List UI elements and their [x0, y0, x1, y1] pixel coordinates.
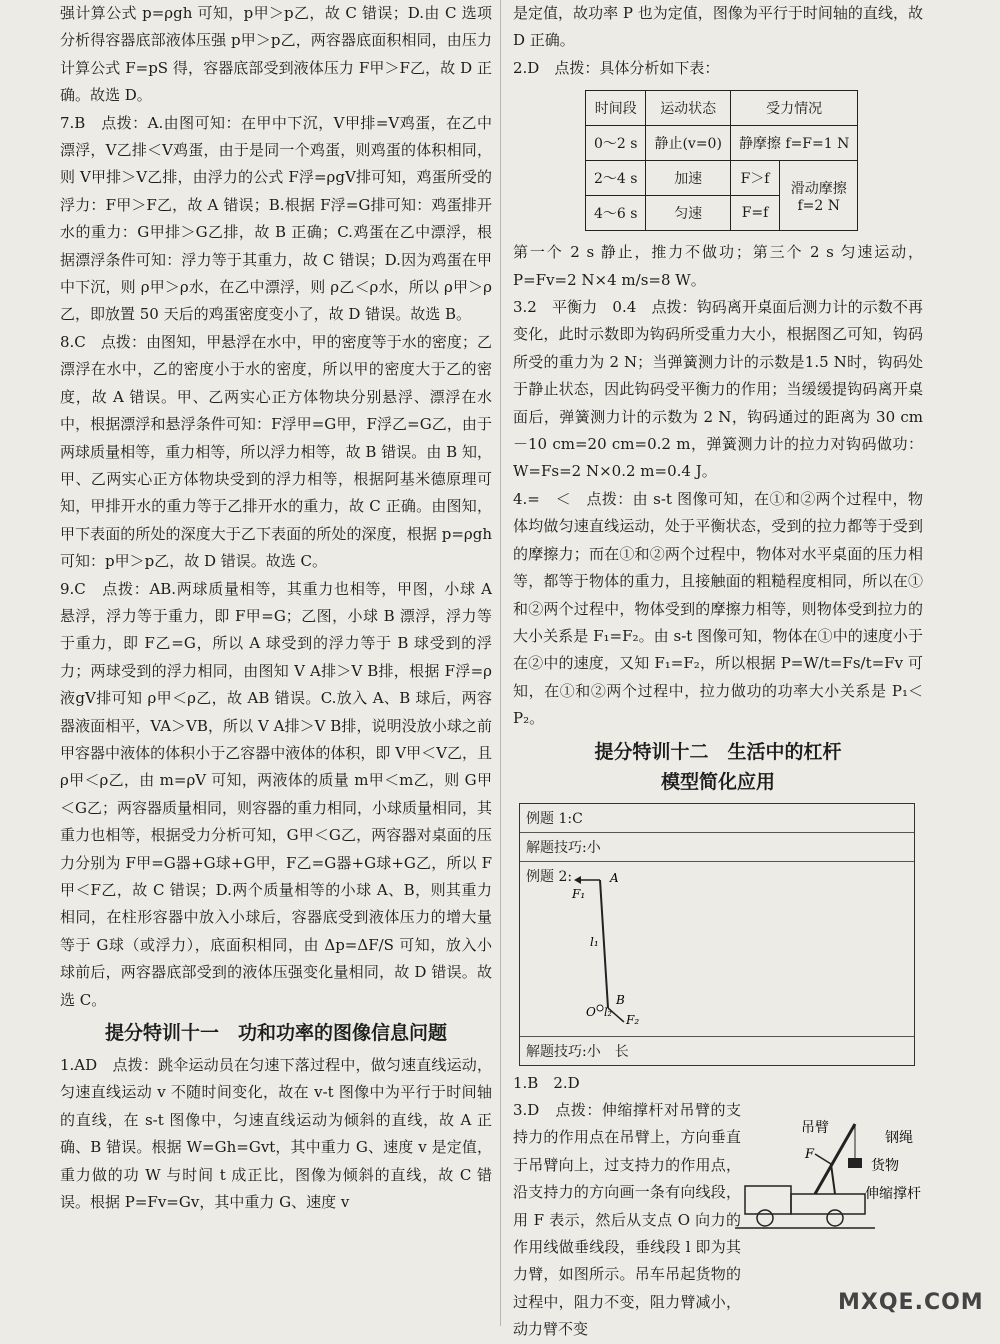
table-cell: 匀速: [646, 196, 730, 231]
label-f2: F₂: [626, 1012, 640, 1026]
lever-diagram: [570, 866, 690, 1026]
label-l1: l₁: [590, 934, 599, 949]
label-b: B: [616, 992, 625, 1007]
label-o: O: [586, 1004, 596, 1019]
crane-diagram: [735, 1118, 935, 1238]
example-1: 例题 1:C: [520, 804, 914, 833]
table-row: [586, 126, 858, 161]
force-analysis-table: [585, 90, 858, 231]
section-heading-12: 提分特训十二 生活中的杠杆: [594, 740, 842, 763]
table-header: 运动状态: [646, 91, 730, 126]
paragraph: 7.B 点拨：A.由图可知：在甲中下沉，V甲排=V鸡蛋，在乙中漂浮，V乙排＜V鸡蛋，由于是同一个鸡蛋，则鸡蛋的体积相同，则 V甲排＞V乙排，由浮力的公式 F浮=ρgV排可知，鸡蛋所受的浮力：F甲＞F乙，故 A 错误；B.根据 F浮=G排可知：鸡蛋排开水的重力：G甲排＞G乙排，故 B 正确；C.鸡蛋在乙中漂浮，根据漂浮条件可知：浮力等于其重力，故 C 错误；D.因为鸡蛋在甲中下沉，则 ρ甲＞ρ水，在乙中漂浮，则 ρ乙＜ρ水，所以 ρ甲＞ρ乙，即放置 50 天后的鸡蛋密度变小了，故 D 错误。故选 B。: [60, 113, 492, 324]
label-a: A: [610, 870, 619, 885]
paragraph: 4.= ＜ 点拨：由 s-t 图像可知，在①和②两个过程中，物体均做匀速直线运动，处于平衡状态，受到的拉力都等于受到的摩擦力；而在①和②两个过程中，物体对水平桌面的压力相等，都等于物体的重力，且接触面的粗糙程度相同，所以在①和②两个过程中，物体受到的摩擦力相等，则物体受到拉力的大小关系是 F₁=F₂。由 s-t 图像可知，物体在①中的速度小于在②中的速度，又知 F₁=F₂，所以根据 P=W/t=Fs/t=Fv 可知，在①和②两个过程中，拉力做功的功率大小关系是 P₁＜P₂。: [513, 489, 923, 728]
label-support: 伸缩撑杆: [865, 1186, 921, 1202]
label-f1: F₁: [572, 886, 586, 901]
label-l2: l₂: [604, 1005, 612, 1019]
paragraph: 强计算公式 p=ρgh 可知，p甲＞p乙，故 C 错误；D.由 C 选项分析得容器底部液体压强 p甲＞p乙，两容器底面积相同，由压力计算公式 F=pS 得，容器底部受到液体压力 F甲＞F乙，故 D 正确。故选 D。: [60, 4, 492, 105]
left-column: [60, 0, 492, 1216]
paragraph: 8.C 点拨：由图知，甲悬浮在水中，甲的密度等于水的密度；乙漂浮在水中，乙的密度小于水的密度，所以甲的密度大于乙的密度，故 A 错误。甲、乙两实心正方体物块分别悬浮、漂浮在水中，根据漂浮和悬浮条件可知：F浮甲=G甲，F浮乙=G乙，由于两球质量相等，重力相等，所以浮力相等，故 B 错误。由 B 知，甲、乙两实心正方体物块受到的浮力相等，根据阿基米德原理可知，甲排开水的重力等于乙排开水的重力，故 C 正确。由图知，甲下表面的所处的深度大于乙下表面的所处的深度，根据 p=ρgh 可知：p甲＞p乙，故 D 错误。故选 C。: [60, 332, 492, 571]
tip-2: 解题技巧:小 长: [526, 1043, 629, 1060]
force-f-arrow: [815, 1154, 831, 1164]
table-cell: F=f: [730, 196, 779, 231]
watermark: MXQE.COM: [838, 1290, 984, 1315]
table-cell-merged: [780, 161, 858, 231]
arrowhead: [574, 876, 581, 884]
table-header-row: [586, 91, 858, 126]
section-subheading-12: 模型简化应用: [660, 770, 775, 793]
table-cell: 4～6 s: [586, 196, 646, 231]
table-header: 时间段: [586, 91, 646, 126]
paragraph: 9.C 点拨：AB.两球质量相等，其重力也相等，甲图，小球 A 悬浮，浮力等于重力，即 F甲=G；乙图，小球 B 漂浮，浮力等于重力，即 F乙=G，所以 A 球受到的浮力等于 B 球受到的浮力；两球受到的浮力相同，由图知 V A排＞V B排，根据 F浮=ρ液gV排可知 ρ甲＜ρ乙，故 AB 错误。C.放入 A、B 球后，两容器液面相平，VA＞VB，所以 V A排＞V B排，说明没放小球之前甲容器中液体的体积小于乙容器中液体的体积，即 V甲＜V乙，且 ρ甲＜ρ乙，由 m=ρV 可知，两液体的质量 m甲＜m乙，则 G甲＜G乙；两容器质量相同，则容器的重力相同，小球质量相同，其重力也相等，根据受力分析可知，G甲＜G乙，两容器对桌面的压力分别为 F甲=G器+G球+G甲，F乙=G器+G球+G乙，所以 F甲＜F乙，故 C 错误；D.两个质量相等的小球 A、B，则其重力相同，在柱形容器中放入小球后，容器底受到液体压力的增大量等于 G球（或浮力），底面积相同，由 Δp=ΔF/S 可知，放入小球前后，两容器底部受到的液体压强变化量相同，故 D 错误。故选 C。: [60, 579, 492, 1009]
paragraph: 第一个 2 s 静止，推力不做功；第三个 2 s 匀速运动，P=Fv=2 N×4 m/s=8 W。: [513, 243, 923, 289]
label-rope: 钢绳: [885, 1130, 913, 1146]
column-divider: [500, 0, 501, 1326]
label-boom: 吊臂: [801, 1120, 829, 1136]
paragraph: 是定值，故功率 P 也为定值，图像为平行于时间轴的直线，故 D 正确。: [513, 4, 923, 50]
table-row: [586, 161, 858, 196]
table-cell: 0～2 s: [586, 126, 646, 161]
truck-body: [791, 1194, 865, 1214]
fulcrum: [597, 1005, 603, 1011]
wheel: [827, 1210, 843, 1226]
example-box: [519, 803, 915, 1066]
table-cell: 2～4 s: [586, 161, 646, 196]
table-cell: 静止(v=0): [646, 126, 730, 161]
paragraph: 1.AD 点拨：跳伞运动员在匀速下落过程中，做匀速直线运动，匀速直线运动 v 不随时间变化，故在 v-t 图像中为平行于时间轴的直线，在 s-t 图像中，匀速直线运动为倾斜的直线，故 A 正确、B 错误。根据 W=Gh=Gvt，其中重力 G、速度 v 是定值，重力做的功 W 与时间 t 成正比，图像为倾斜的直线，故 C 错误。根据 P=Fv=Gv，其中重力 G、速度 v: [60, 1056, 492, 1212]
table-cell-text: 滑动摩擦: [790, 180, 847, 197]
paragraph: 3.2 平衡力 0.4 点拨：钩码离开桌面后测力计的示数不再变化，此时示数即为钩码所受重力大小，根据图乙可知，钩码所受的重力为 2 N；当弹簧测力计的示数是1.5 N时，钩码处于静止状态，因此钩码受平衡力的作用；当缓缓提钩码离开桌面后，弹簧测力计的示数为 2 N，钩码通过的距离为 30 cm－10 cm=20 cm=0.2 m，弹簧测力计的拉力对钩码做功：W=Fs=2 N×0.2 m=0.4 J。: [513, 298, 923, 481]
example-2-label: 例题 2:: [526, 868, 573, 885]
support-rod: [831, 1164, 835, 1194]
tip-1: 解题技巧:小: [520, 833, 914, 862]
example-2: [520, 862, 914, 1037]
cargo: [848, 1158, 862, 1168]
paragraph: 2.D 点拨：具体分析如下表：: [513, 58, 720, 77]
label-cargo: 货物: [871, 1158, 899, 1174]
table-cell: 加速: [646, 161, 730, 196]
section-heading-11: 提分特训十一 功和功率的图像信息问题: [104, 1022, 447, 1045]
table-cell: 静摩擦 f=F=1 N: [730, 126, 857, 161]
table-cell: F＞f: [730, 161, 779, 196]
answers: 1.B 2.D: [513, 1073, 580, 1092]
table-header: 受力情况: [730, 91, 857, 126]
paragraph: 3.D 点拨：伸缩撑杆对吊臂的支持力的作用点在吊臂上，方向垂直于吊臂向上，过支持力的作用点，沿支持力的方向画一条有向线段，用 F 表示，然后从支点 O 向力的作用线做垂线段，垂线段 l 即为其力臂，如图所示。吊车吊起货物的过程中，阻力不变，阻力臂减小，动力臂不变: [513, 1100, 741, 1339]
label-f: F: [805, 1147, 815, 1162]
table-cell-text: f=2 N: [797, 197, 840, 214]
wheel: [757, 1210, 773, 1226]
lever-rod: [600, 880, 608, 1008]
